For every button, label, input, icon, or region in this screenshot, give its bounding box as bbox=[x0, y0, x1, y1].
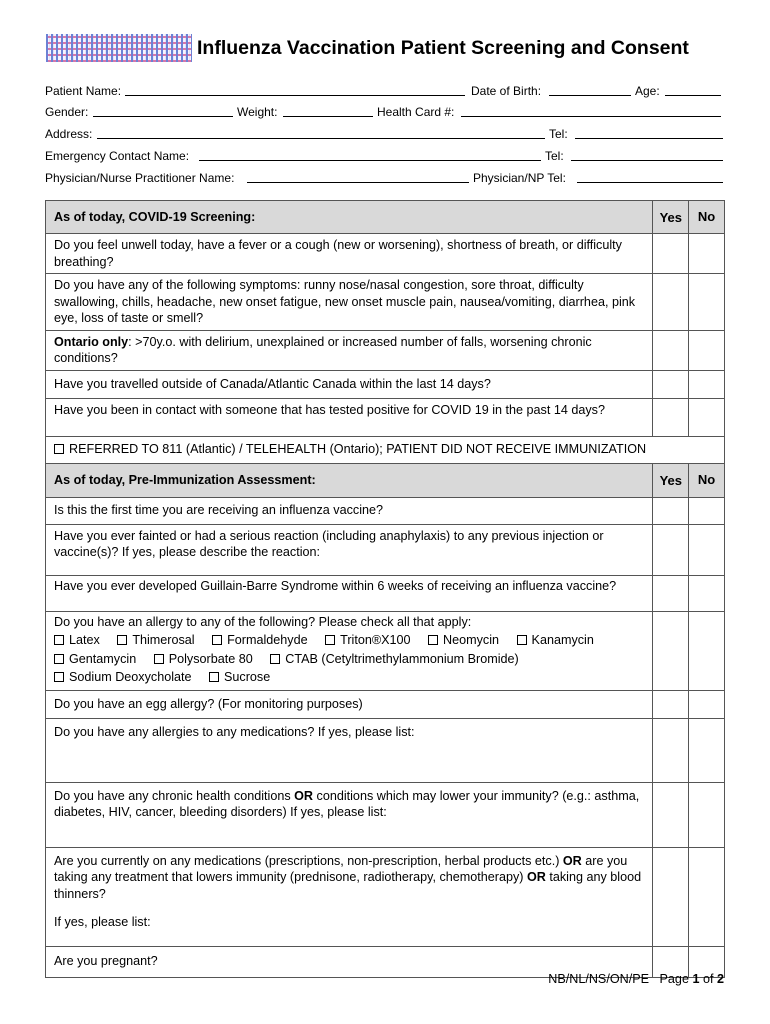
allergen-label: Polysorbate 80 bbox=[168, 651, 253, 666]
table-row bbox=[46, 611, 725, 690]
patient-info-row-2 bbox=[45, 105, 725, 121]
table-row bbox=[46, 436, 725, 463]
yes-checkbox[interactable] bbox=[653, 718, 689, 782]
allergen-label: Gentamycin bbox=[69, 651, 137, 666]
tel-label: Tel: bbox=[549, 127, 568, 141]
allergen-label: Kanamycin bbox=[531, 633, 594, 647]
ontario-question-text: : >70y.o. with delirium, unexplained or increased number of falls, worsening chronic conditions? bbox=[54, 334, 592, 365]
yes-column-header: Yes bbox=[653, 201, 689, 234]
page-word: Page bbox=[659, 972, 689, 986]
physician-label: Physician/Nurse Practitioner Name: bbox=[45, 171, 235, 185]
allergen-gentamycin[interactable] bbox=[54, 652, 136, 666]
yes-checkbox[interactable] bbox=[653, 274, 689, 331]
of-word: of bbox=[702, 972, 714, 986]
allergen-triton[interactable] bbox=[325, 633, 410, 647]
covid-header-row bbox=[46, 201, 725, 234]
table-row bbox=[46, 782, 725, 847]
table-row bbox=[46, 234, 725, 274]
pre-immunization-header-row bbox=[46, 463, 725, 497]
allergen-label: Formaldehyde bbox=[227, 633, 308, 647]
medications-text-b: are you taking any treatment that lowers immunity (prednisone, radiotherapy, chemotherapy) bbox=[54, 853, 628, 884]
checkbox-icon bbox=[54, 635, 64, 645]
no-checkbox[interactable] bbox=[689, 398, 725, 436]
allergen-line-1 bbox=[54, 631, 645, 650]
chronic-text-a: Do you have any chronic health conditions bbox=[54, 788, 295, 803]
covid-question-contact: Have you been in contact with someone that has tested positive for COVID 19 in the past 14 days? bbox=[46, 398, 653, 436]
checkbox-icon bbox=[517, 635, 527, 645]
yes-checkbox[interactable] bbox=[653, 847, 689, 946]
allergen-sodium-deoxycholate[interactable] bbox=[54, 670, 192, 684]
ontario-only-label: Ontario only bbox=[54, 334, 129, 349]
allergen-label: Sodium Deoxycholate bbox=[69, 670, 192, 684]
covid-question-travel: Have you travelled outside of Canada/Atlantic Canada within the last 14 days? bbox=[46, 370, 653, 398]
table-row bbox=[46, 370, 725, 398]
form-logo bbox=[46, 34, 192, 62]
yes-checkbox[interactable] bbox=[653, 234, 689, 274]
emergency-contact-label: Emergency Contact Name: bbox=[45, 149, 190, 163]
allergen-latex[interactable] bbox=[54, 633, 100, 647]
allergen-sucrose[interactable] bbox=[209, 670, 270, 684]
covid-header: As of today, COVID-19 Screening: bbox=[46, 201, 653, 234]
medications-text-a: Are you currently on any medications (prescriptions, non-prescription, herbal products etc.) bbox=[54, 853, 563, 868]
checkbox-icon bbox=[209, 672, 219, 682]
chronic-or: OR bbox=[294, 788, 314, 803]
gender-label: Gender: bbox=[45, 105, 89, 119]
table-row bbox=[46, 718, 725, 782]
covid-question-ontario bbox=[46, 330, 653, 370]
no-checkbox[interactable] bbox=[689, 524, 725, 575]
allergy-question-text: Do you have an allergy to any of the following? Please check all that apply: bbox=[54, 614, 472, 629]
question-medication-allergies: Do you have any allergies to any medications? If yes, please list: bbox=[46, 718, 653, 782]
question-medications bbox=[46, 847, 653, 946]
yes-checkbox[interactable] bbox=[653, 370, 689, 398]
table-row bbox=[46, 398, 725, 436]
yes-checkbox[interactable] bbox=[653, 524, 689, 575]
medications-list-label: If yes, please list: bbox=[54, 915, 151, 929]
table-row bbox=[46, 330, 725, 370]
checkbox-icon bbox=[428, 635, 438, 645]
address-label: Address: bbox=[45, 127, 93, 141]
chronic-text-b: conditions which may lower your immunity? (e.g.: asthma, diabetes, HIV, cancer, bleeding disorders) If yes, please list: bbox=[54, 788, 640, 819]
no-checkbox[interactable] bbox=[689, 370, 725, 398]
referral-checkbox[interactable] bbox=[54, 444, 64, 454]
checkbox-icon bbox=[54, 672, 64, 682]
allergen-label: Neomycin bbox=[443, 633, 500, 647]
no-checkbox[interactable] bbox=[689, 690, 725, 718]
allergen-label: Triton®X100 bbox=[340, 633, 411, 647]
checkbox-icon bbox=[212, 635, 222, 645]
yes-checkbox[interactable] bbox=[653, 497, 689, 524]
table-row bbox=[46, 847, 725, 946]
checkbox-icon bbox=[270, 654, 280, 664]
table-row bbox=[46, 575, 725, 611]
age-label: Age: bbox=[635, 84, 660, 98]
medications-text bbox=[54, 853, 645, 903]
covid-question-symptoms: Do you have any of the following symptoms: runny nose/nasal congestion, sore throat, difficulty swallowing, chills, headache, new onset fatigue, new onset muscle pain, nausea/vomiting, diarrhea, pink eye, loss of taste or smell? bbox=[46, 274, 653, 331]
allergen-polysorbate[interactable] bbox=[154, 652, 253, 666]
medications-text-c: taking any blood thinners? bbox=[54, 870, 642, 901]
no-checkbox[interactable] bbox=[689, 274, 725, 331]
allergen-thimerosal[interactable] bbox=[117, 633, 194, 647]
page-footer bbox=[548, 972, 724, 986]
referral-row bbox=[46, 436, 725, 463]
allergen-formaldehyde[interactable] bbox=[212, 633, 308, 647]
yes-column-header: Yes bbox=[653, 463, 689, 497]
page-number: 1 bbox=[692, 972, 700, 986]
patient-info-row-4 bbox=[45, 149, 725, 165]
yes-checkbox[interactable] bbox=[653, 611, 689, 690]
table-row bbox=[46, 497, 725, 524]
medications-or-1: OR bbox=[562, 853, 582, 868]
table-row bbox=[46, 274, 725, 331]
yes-checkbox[interactable] bbox=[653, 782, 689, 847]
checkbox-icon bbox=[54, 654, 64, 664]
no-checkbox[interactable] bbox=[689, 575, 725, 611]
no-checkbox[interactable] bbox=[689, 782, 725, 847]
table-row bbox=[46, 524, 725, 575]
question-chronic-conditions bbox=[46, 782, 653, 847]
yes-checkbox[interactable] bbox=[653, 330, 689, 370]
yes-checkbox[interactable] bbox=[653, 398, 689, 436]
patient-info-row-1 bbox=[45, 84, 725, 100]
no-column-header: No bbox=[689, 201, 725, 234]
yes-checkbox[interactable] bbox=[653, 575, 689, 611]
no-checkbox[interactable] bbox=[689, 330, 725, 370]
allergen-label: Thimerosal bbox=[132, 633, 195, 647]
question-allergy-list bbox=[46, 611, 653, 690]
table-row bbox=[46, 690, 725, 718]
allergen-label: CTAB (Cetyltrimethylammonium Bromide) bbox=[285, 651, 519, 666]
no-checkbox[interactable] bbox=[689, 611, 725, 690]
physician-tel-label: Physician/NP Tel: bbox=[473, 171, 566, 185]
medications-or-2: OR bbox=[526, 870, 546, 884]
page-total: 2 bbox=[716, 972, 724, 986]
no-checkbox[interactable] bbox=[689, 847, 725, 946]
checkbox-icon bbox=[117, 635, 127, 645]
checkbox-icon bbox=[154, 654, 164, 664]
emergency-tel-label: Tel: bbox=[545, 149, 564, 163]
province-codes: NB/NL/NS/ON/PE bbox=[548, 972, 650, 986]
allergen-line-3 bbox=[54, 668, 645, 687]
allergen-line-2 bbox=[54, 650, 645, 669]
patient-name-label: Patient Name: bbox=[45, 84, 122, 98]
patient-info-row-5 bbox=[45, 171, 725, 187]
allergen-kanamycin[interactable] bbox=[517, 633, 594, 647]
health-card-label: Health Card #: bbox=[377, 105, 455, 119]
covid-question-unwell: Do you feel unwell today, have a fever or a cough (new or worsening), shortness of breath, or difficulty breathing? bbox=[46, 234, 653, 274]
patient-info-row-3 bbox=[45, 127, 725, 143]
screening-table bbox=[45, 200, 725, 978]
question-guillain-barre: Have you ever developed Guillain-Barre Syndrome within 6 weeks of receiving an influenza vaccine? bbox=[46, 575, 653, 611]
yes-checkbox[interactable] bbox=[653, 690, 689, 718]
allergen-label: Latex bbox=[69, 633, 100, 647]
pre-immunization-header: As of today, Pre-Immunization Assessment: bbox=[46, 463, 653, 497]
question-previous-reaction: Have you ever fainted or had a serious reaction (including anaphylaxis) to any previous injection or vaccine(s)? If yes, please describe the reaction: bbox=[46, 524, 653, 575]
allergen-label: Sucrose bbox=[224, 670, 271, 684]
allergen-neomycin[interactable] bbox=[428, 633, 499, 647]
no-checkbox[interactable] bbox=[689, 234, 725, 274]
question-pregnant: Are you pregnant? bbox=[46, 946, 653, 977]
no-checkbox[interactable] bbox=[689, 497, 725, 524]
weight-label: Weight: bbox=[237, 105, 278, 119]
checkbox-icon bbox=[325, 635, 335, 645]
allergen-ctab[interactable] bbox=[270, 652, 519, 666]
question-first-flu-vaccine: Is this the first time you are receiving an influenza vaccine? bbox=[46, 497, 653, 524]
no-checkbox[interactable] bbox=[689, 718, 725, 782]
dob-label: Date of Birth: bbox=[471, 84, 542, 98]
question-egg-allergy: Do you have an egg allergy? (For monitoring purposes) bbox=[46, 690, 653, 718]
page-title: Influenza Vaccination Patient Screening and Consent bbox=[197, 37, 689, 59]
referral-text: REFERRED TO 811 (Atlantic) / TELEHEALTH (Ontario); PATIENT DID NOT RECEIVE IMMUNIZATION bbox=[69, 442, 647, 457]
no-column-header: No bbox=[689, 463, 725, 497]
